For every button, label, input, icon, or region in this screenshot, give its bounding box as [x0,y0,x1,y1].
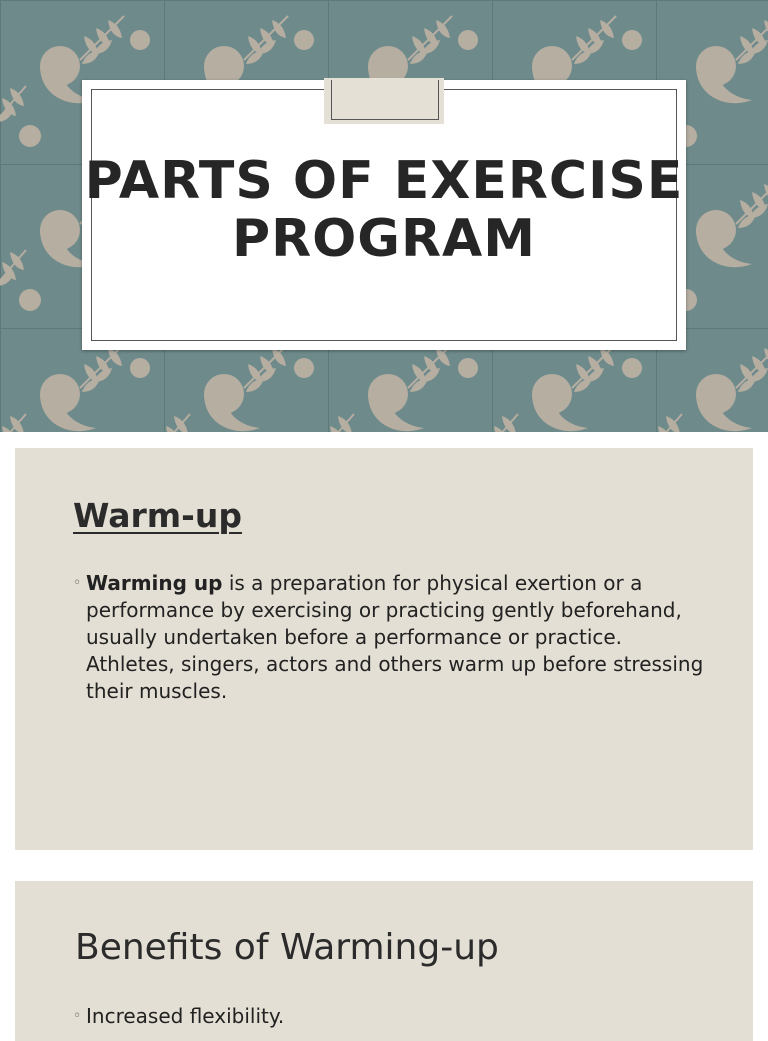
title-slide [0,0,768,432]
slide-title [82,152,686,268]
title-card-tab-inner [331,80,439,120]
benefits-slide [15,881,753,1041]
benefit-item: Increased flexibility. [86,1004,285,1028]
warm-up-bullet [73,570,706,705]
warm-up-slide [15,448,753,850]
warm-up-heading: Warm-up [73,496,242,535]
bullet-bold-lead: Warming up [86,571,223,595]
slide-title-line-1: PARTS OF EXERCISE [84,151,684,211]
benefits-heading: Benefits of Warming-up [75,927,499,968]
circle-bullet-icon: ◦ [73,1008,82,1024]
benefits-bullet [73,1003,284,1030]
bullet-text: is a preparation for physical exertion or a performance by exercising or practicing gently beforehand, usually undertaken before a performance or practice. Athletes, singers, actors and others warm up before stressing their muscles. [86,571,704,703]
circle-bullet-icon: ◦ [73,575,82,591]
title-card [82,80,686,350]
slide-title-line-2: PROGRAM [231,209,537,269]
